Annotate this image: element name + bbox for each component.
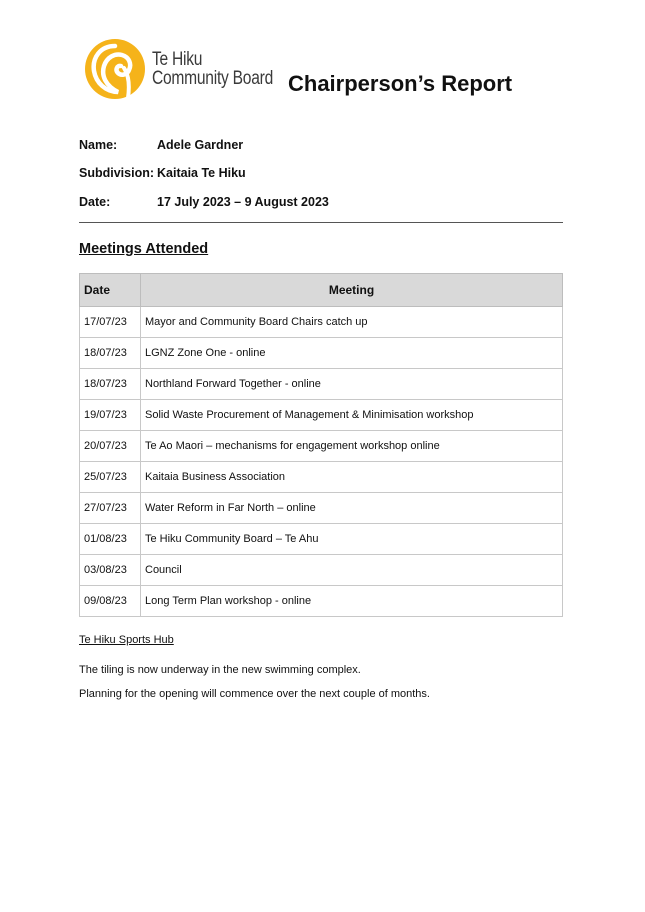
meeting-name: LGNZ Zone One - online [141,338,563,369]
table-row [80,307,563,338]
table-row [80,493,563,524]
meeting-date: 27/07/23 [80,493,141,524]
horizontal-divider [79,222,563,223]
column-header-meeting: Meeting [141,274,563,307]
meeting-name: Te Ao Maori – mechanisms for engagement workshop online [141,431,563,462]
name-label: Name: [79,138,118,152]
meeting-name: Northland Forward Together - online [141,369,563,400]
meeting-date: 18/07/23 [80,338,141,369]
name-value: Adele Gardner [157,138,244,152]
meeting-name: Kaitaia Business Association [141,462,563,493]
meeting-name: Mayor and Community Board Chairs catch up [141,307,563,338]
table-row [80,369,563,400]
meeting-name: Te Hiku Community Board – Te Ahu [141,524,563,555]
meeting-date: 03/08/23 [80,555,141,586]
meeting-name: Council [141,555,563,586]
sports-hub-heading: Te Hiku Sports Hub [79,634,174,646]
table-row [80,524,563,555]
meeting-date: 01/08/23 [80,524,141,555]
meeting-date: 20/07/23 [80,431,141,462]
meeting-date: 19/07/23 [80,400,141,431]
sports-hub-paragraph-2: Planning for the opening will commence over the next couple of months. [79,688,430,700]
meeting-date: 25/07/23 [80,462,141,493]
table-row [80,431,563,462]
community-board-logo [84,38,146,100]
table-row [80,338,563,369]
organization-name [152,50,300,88]
subdivision-value: Kaitaia Te Hiku [157,166,246,180]
meeting-name: Solid Waste Procurement of Management & Minimisation workshop [141,400,563,431]
table-row [80,586,563,617]
meetings-table [79,273,563,617]
meetings-heading: Meetings Attended [79,241,209,257]
sports-hub-paragraph-1: The tiling is now underway in the new swimming complex. [79,664,361,676]
meeting-name: Long Term Plan workshop - online [141,586,563,617]
meeting-date: 18/07/23 [80,369,141,400]
meeting-name: Water Reform in Far North – online [141,493,563,524]
subdivision-label: Subdivision: [79,166,154,180]
meeting-date: 09/08/23 [80,586,141,617]
table-row [80,462,563,493]
date-value: 17 July 2023 – 9 August 2023 [157,195,329,209]
table-header-row [80,274,563,307]
date-label: Date: [79,195,111,209]
meeting-date: 17/07/23 [80,307,141,338]
column-header-date: Date [80,274,141,307]
org-name-line2: Community Board [152,68,274,89]
table-row [80,400,563,431]
org-name-line1: Te Hiku [152,49,203,70]
report-title: Chairperson’s Report [288,71,513,96]
table-row [80,555,563,586]
